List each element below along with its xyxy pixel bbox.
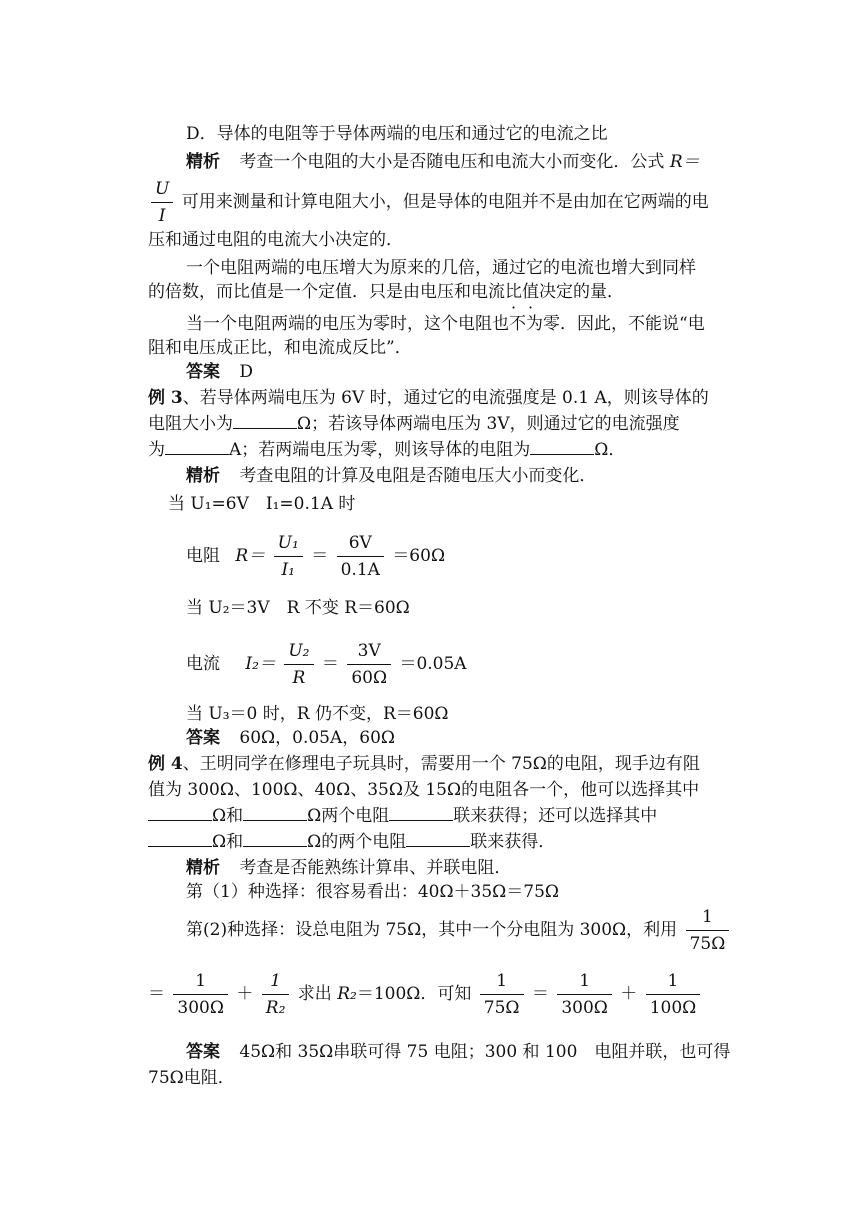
answer-blank (233, 412, 297, 429)
paragraph-2-line-1: 一个电阻两端的电压增大为原来的几倍，通过它的电流也增大到同样 (186, 258, 696, 278)
answer-4-line-1: 答案 45Ω和 35Ω串联可得 75 电阻；300 和 100 电阻并联，也可得 (186, 1042, 731, 1062)
ohm-fraction: $\frac{U}{I}$ (151, 176, 173, 229)
given-values: 当 U₁=6V I₁=0.1A 时 (168, 494, 356, 514)
example-4-line-3: Ω和 Ω两个电阻 联来获得；还可以选择其中 (148, 804, 657, 828)
paragraph-2-line-2: 的倍数，而比值是一个定值．只是由电压和电流比值决定的量． (148, 282, 624, 302)
analysis-1-line-2: $\frac{U}{I}$ 可用来测量和计算电阻大小，但是导体的电阻并不是由加在它两端的电 (148, 176, 709, 229)
answer-blank (148, 804, 212, 821)
case-2: 当 U₂＝3V R 不变 R＝60Ω (186, 598, 410, 618)
answer-1: 答案 D (186, 362, 254, 382)
answer-blank (389, 804, 453, 821)
example-3-label: 例 3 (148, 388, 183, 408)
paragraph-3-line-1: 当一个电阻两端的电压为零时，这个电阻也不为零．因此，不能说“电 (186, 314, 705, 334)
example-3-line-3: 为 A；若两端电压为零，则该导体的电阻为 Ω． (148, 440, 626, 460)
answer-blank (165, 438, 229, 455)
paragraph-3-line-2: 阻和电压成正比，和电流成反比”． (148, 338, 412, 358)
answer-blank (530, 438, 594, 455)
analysis-3: 精析 考查电阻的计算及电阻是否随电压大小而变化． (186, 466, 597, 486)
resistance-equation: 电阻 R＝ $\frac{\text{U₁}}{\text{I₁}}$ ＝ $\frac{6V}{0.1A}$ ＝60Ω (186, 530, 445, 583)
option-d: D．导体的电阻等于导体两端的电压和通过它的电流之比 (186, 124, 608, 144)
example-4-line-2: 值为 300Ω、100Ω、40Ω、35Ω及 15Ω的电阻各一个，他可以选择其中 (148, 780, 700, 800)
analysis-4: 精析 考查是否能熟练计算串、并联电阻． (186, 858, 512, 878)
choice-2-line: 第(2)种选择：设总电阻为 75Ω，其中一个分电阻为 300Ω，利用 $\frac{1}{75\Omega}$ (186, 904, 732, 957)
example-4-label: 例 4 (148, 754, 183, 774)
answer-blank (243, 804, 307, 821)
answer-blank (243, 830, 307, 847)
example-4-line-4: Ω和 Ω的两个电阻 联来获得． (148, 830, 555, 854)
answer-3: 答案 60Ω，0.05A，60Ω (186, 728, 395, 748)
answer-blank (148, 830, 212, 847)
ohm-formula-lhs: R＝ (669, 152, 700, 172)
example-4-line-1: 例 4、王明同学在修理电子玩具时，需要用一个 75Ω的电阻，现手边有阻 (148, 754, 700, 774)
choice-1: 第（1）种选择：很容易看出：40Ω＋35Ω＝75Ω (186, 882, 559, 902)
analysis-1-line-3: 压和通过电阻的电流大小决定的． (148, 230, 403, 250)
analysis-label: 精析 (186, 152, 220, 172)
parallel-equation: ＝ $\frac{1}{300\Omega}$ ＋ $\frac{1}{\text{R₂}}$ 求出 R₂＝100Ω．可知 $\frac{1}{75\Omega}$ ＝ $\frac{1}{300\Omega}$ ＋ $\frac{1}{100\Omega}$ (148, 968, 703, 1021)
case-3: 当 U₃＝0 时，R 仍不变，R＝60Ω (186, 704, 449, 724)
answer-4-line-2: 75Ω电阻． (148, 1068, 235, 1088)
current-equation: 电流 I₂＝ $\frac{\text{U₂}}{R}$ ＝ $\frac{3V}{60\Omega}$ ＝0.05A (186, 638, 467, 691)
example-3-line-2: 电阻大小为 Ω；若该导体两端电压为 3V，则通过它的电流强度 (148, 414, 680, 434)
analysis-1-line: 精析 考查一个电阻的大小是否随电压和电流大小而变化．公式 R＝ (186, 152, 700, 172)
answer-blank (406, 830, 470, 847)
example-3-line-1: 例 3、若导体两端电压为 6V 时，通过它的电流强度是 0.1 A，则该导体的 (148, 388, 709, 408)
